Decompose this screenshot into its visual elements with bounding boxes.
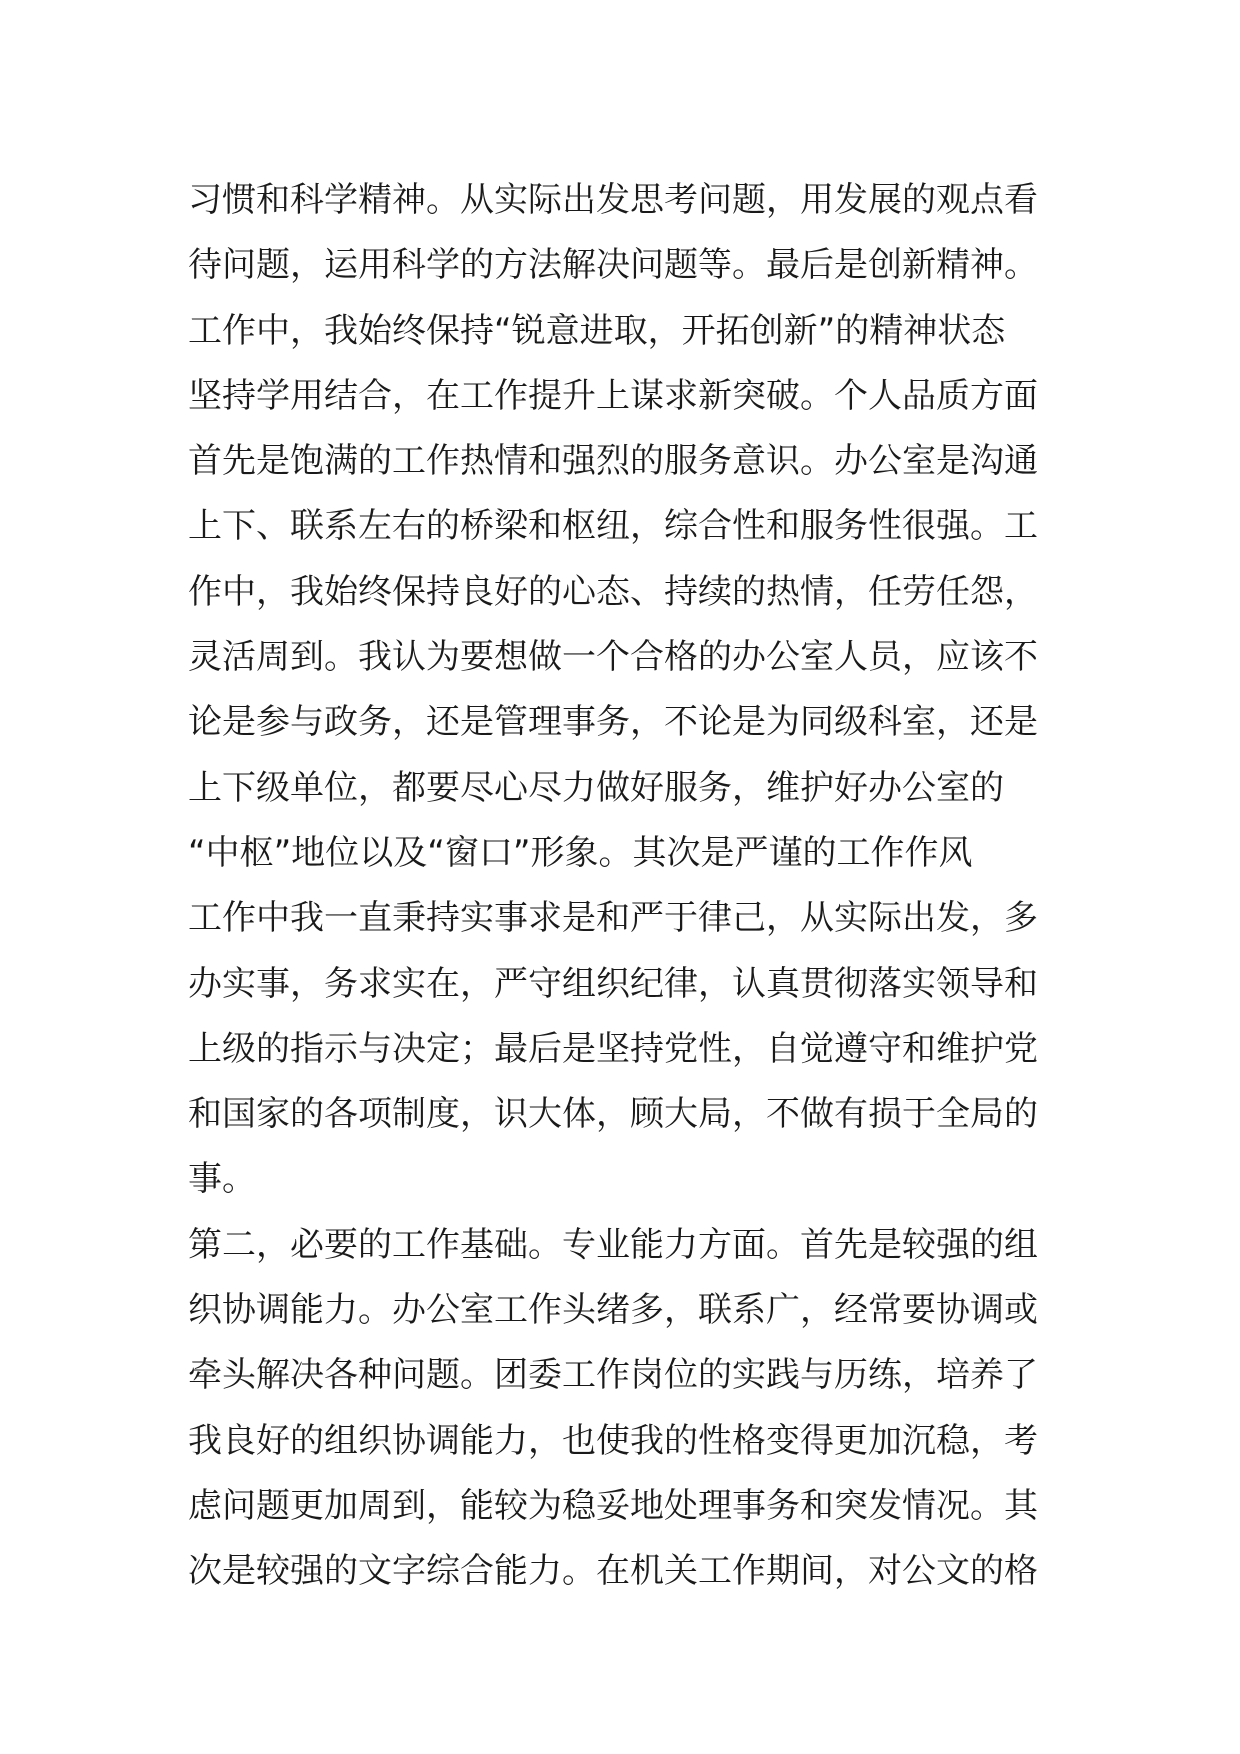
- text-line: 上级的指示与决定；最后是坚持党性，自觉遵守和维护党: [188, 1028, 1038, 1069]
- text-line: 牵头解决各种问题。团委工作岗位的实践与历练，培养了: [188, 1355, 1038, 1396]
- text-line: 事。: [188, 1159, 256, 1200]
- text-line: 习惯和科学精神。从实际出发思考问题，用发展的观点看: [188, 180, 1038, 220]
- text-line: 工作中，我始终保持“锐意进取，开拓创新”的精神状态: [188, 310, 1006, 351]
- text-line: 织协调能力。办公室工作头绪多，联系广，经常要协调或: [188, 1290, 1038, 1331]
- text-line: 坚持学用结合，在工作提升上谋求新突破。个人品质方面: [188, 375, 1038, 416]
- body-text: [188, 168, 1068, 1605]
- text-line: 第二，必要的工作基础。专业能力方面。首先是较强的组: [188, 1224, 1038, 1265]
- text-line: 上下级单位，都要尽心尽力做好服务，维护好办公室的: [188, 767, 1004, 808]
- text-line: 首先是饱满的工作热情和强烈的服务意识。办公室是沟通: [188, 441, 1038, 482]
- text-line: “中枢”地位以及“窗口”形象。其次是严谨的工作作风: [188, 832, 973, 873]
- text-line: 论是参与政务，还是管理事务，不论是为同级科室，还是: [188, 702, 1038, 743]
- text-line: 工作中我一直秉持实事求是和严于律己，从实际出发，多: [188, 898, 1038, 939]
- text-line: 次是较强的文字综合能力。在机关工作期间，对公文的格: [188, 1551, 1038, 1592]
- text-line: 虑问题更加周到，能较为稳妥地处理事务和突发情况。其: [188, 1485, 1038, 1526]
- text-line: 上下、联系左右的桥梁和枢纽，综合性和服务性很强。工: [188, 506, 1038, 547]
- text-line: 办实事，务求实在，严守组织纪律，认真贯彻落实领导和: [188, 963, 1038, 1004]
- text-line: 和国家的各项制度，识大体，顾大局，不做有损于全局的: [188, 1094, 1038, 1135]
- text-line: 我良好的组织协调能力，也使我的性格变得更加沉稳，考: [188, 1420, 1038, 1461]
- text-line: 待问题，运用科学的方法解决问题等。最后是创新精神。: [188, 245, 1038, 286]
- text-line: 作中，我始终保持良好的心态、持续的热情，任劳任怨，: [188, 571, 1038, 612]
- text-line: 灵活周到。我认为要想做一个合格的办公室人员，应该不: [188, 637, 1038, 678]
